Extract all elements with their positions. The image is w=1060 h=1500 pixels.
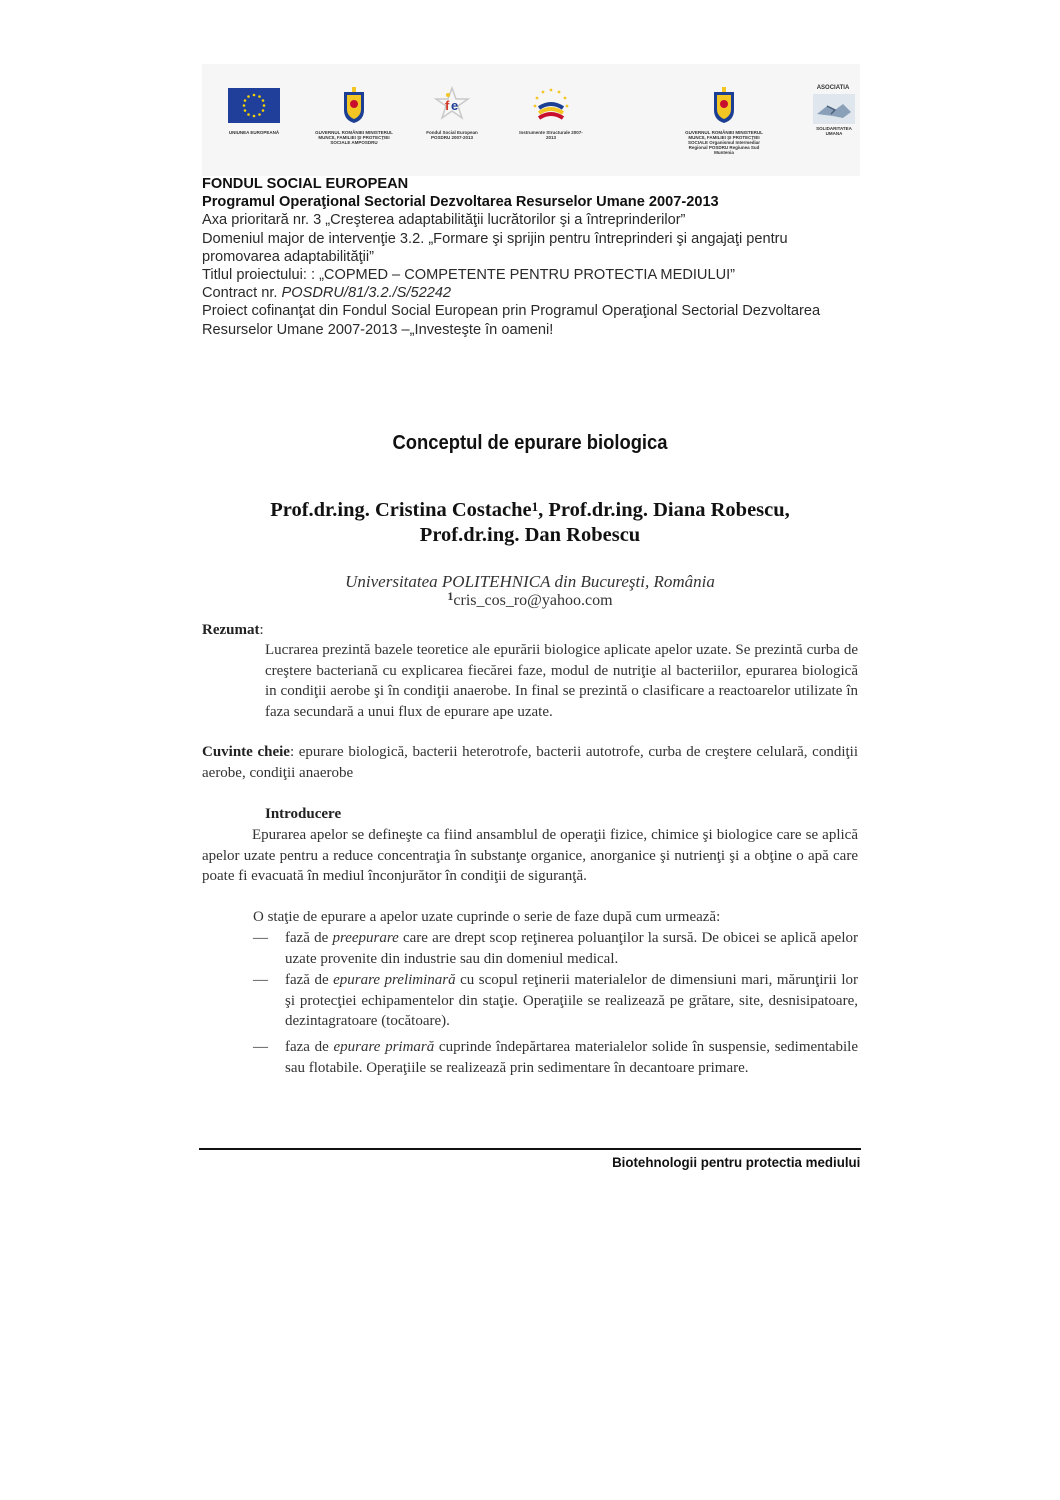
list-item: [253, 928, 858, 969]
keywords: [202, 742, 858, 783]
affiliation: Universitatea POLITEHNICA din Bucureşti, România: [345, 572, 715, 591]
contract-prefix: Contract nr.: [202, 285, 282, 302]
fund-name: FONDUL SOCIAL EUROPEAN: [202, 176, 409, 192]
list-item-text: fază de: [285, 930, 333, 946]
list-item: [253, 970, 858, 1032]
list-item-text: faza de: [285, 1039, 334, 1055]
list-item-text: cuprinde îndepărtarea materialelor solide în suspensie, sedimentabile sau flotabile. Operaţiile se realizează prin sedimentare în decantoare primare.: [285, 1039, 858, 1076]
eu-flag-icon: [228, 88, 280, 123]
keywords-text: : epurare biologică, bacterii heterotrofe, bacterii autotrofe, curba de creştere celulară, condiţii aerobe, condiţii anaerobe: [202, 744, 858, 781]
contract-line: [202, 284, 862, 302]
instrumente-structurale-icon: [531, 86, 571, 126]
list-item-emphasis: preepurare: [332, 930, 399, 946]
romania-crest-icon: [341, 86, 367, 124]
author-1: Prof.dr.ing. Cristina Costache: [270, 499, 532, 521]
list-dash: —: [253, 930, 268, 946]
logo-caption: SOLIDARITATEA UMANA: [816, 126, 852, 136]
email-sup: 1: [447, 589, 454, 603]
svg-text:e: e: [451, 98, 459, 113]
author-3: Prof.dr.ing. Dan Robescu: [419, 524, 641, 546]
abstract-label: Rezumat: [202, 622, 260, 638]
intro-heading: Introducere: [265, 806, 342, 822]
authors: [0, 498, 1060, 548]
email: [0, 589, 1060, 610]
list-item: [253, 1037, 858, 1078]
cofinancing-note: Proiect cofinanţat din Fondul Social European prin Programul Operaţional Sectorial Dezvoltarea Resurselor Umane 2007-2013 –„Investeşte în oameni!: [202, 303, 821, 338]
logo-strip: [202, 64, 860, 176]
email-address: cris_cos_ro@yahoo.com: [453, 592, 613, 609]
priority-axis: Axa prioritară nr. 3 „Creşterea adaptabilităţii lucrătorilor şi a întreprinderilor”: [202, 212, 686, 229]
svg-text:f: f: [445, 98, 450, 113]
intro-paragraph: Epurarea apelor se defineşte ca fiind ansamblul de operaţii fizice, chimice şi biologice care se aplică apelor uzate pentru a reduce concentraţia în substanţe organice, anorganice şi nutrienţi şi a obţine o apă care poate fi evacuată în mediul înconjurător în condiţii de siguranţă.: [202, 827, 858, 885]
list-dash: —: [253, 972, 268, 988]
list-item-text: cu scopul reţinerii materialelor de dimensiuni mari, mărunţirii lor şi protecţiei echipamentelor din staţie. Operaţiile se realizează pe grătare, site, desnisipatoare, dezintagratoare (tocătoare).: [285, 972, 859, 1030]
keywords-label: Cuvinte cheie: [202, 744, 290, 760]
list-item-text: fază de: [285, 972, 334, 988]
list-item-emphasis: epurare preliminară: [333, 972, 456, 988]
paper-title: Conceptul de epurare biologica: [392, 432, 668, 454]
contract-number: POSDRU/81/3.2./S/52242: [281, 285, 452, 302]
logo-caption: GUVERNUL ROMÂNIEI MINISTERUL MUNCII, FAMILIEI ŞI PROTECŢIEI SOCIALE Organismul Intermediar Regional POSDRU Regiunea Sud Muntenia: [685, 130, 763, 155]
list-item-text: care are drept scop reţinerea poluanţilor la sursă. De obicei se aplică apelor uzate provenite din industrie sau din domeniul medical.: [285, 930, 858, 967]
abstract-heading: [202, 620, 264, 641]
author-2: , Prof.dr.ing. Diana Robescu,: [538, 499, 790, 521]
intervention-domain: Domeniul major de intervenţie 3.2. „Formare şi sprijin pentru întreprinderi şi angajaţi pentru promovarea adaptabilităţii”: [202, 230, 788, 265]
program-name: Programul Operaţional Sectorial Dezvoltarea Resurselor Umane 2007-2013: [202, 194, 719, 211]
romania-crest-icon: [711, 86, 737, 124]
abstract-text: Lucrarea prezintă bazele teoretice ale epurării biologice aplicate apelor uzate. Se prezintă curba de creştere bacteriană cu explicarea fiecărei faze, modul de nutriţie al bacteriilor, epurarea biologică in condiţii aerobe şi în condiţii anaerobe. In final se prezintă o clasificare a reactoarelor utilizate în faza secundară a unui flux de epurare ape uzate.: [265, 642, 858, 720]
fse-logo-icon: [434, 86, 470, 122]
intro-paragraph-2: O staţie de epurare a apelor uzate cuprinde o serie de faze după cum urmează:: [253, 909, 721, 925]
logo-caption: GUVERNUL ROMÂNIEI MINISTERUL MUNCII, FAMILIEI ŞI PROTECŢIEI SOCIALE AMPOSDRU: [315, 130, 393, 145]
list-item-emphasis: epurare primară: [333, 1039, 435, 1055]
author-1-sup: 1: [531, 499, 539, 514]
list-dash: —: [253, 1039, 268, 1055]
funding-block: [202, 175, 862, 339]
footer-rule: [199, 1148, 861, 1150]
logo-caption: Fondul Social European POSDRU 2007-2013: [426, 130, 478, 140]
logo-caption: Instrumente Structurale 2007-2013: [519, 130, 583, 140]
running-footer: Biotehnologii pentru protectia mediului: [611, 1154, 860, 1170]
abstract-sep: :: [259, 622, 264, 638]
logo-caption-top: ASOCIATIA: [816, 85, 850, 91]
project-title: Titlul proiectului: : „COPMED – COMPETENTE PENTRU PROTECTIA MEDIULUI”: [202, 267, 736, 284]
handshake-icon: [813, 94, 855, 124]
logo-caption: UNIUNEA EUROPEANĂ: [228, 130, 280, 135]
